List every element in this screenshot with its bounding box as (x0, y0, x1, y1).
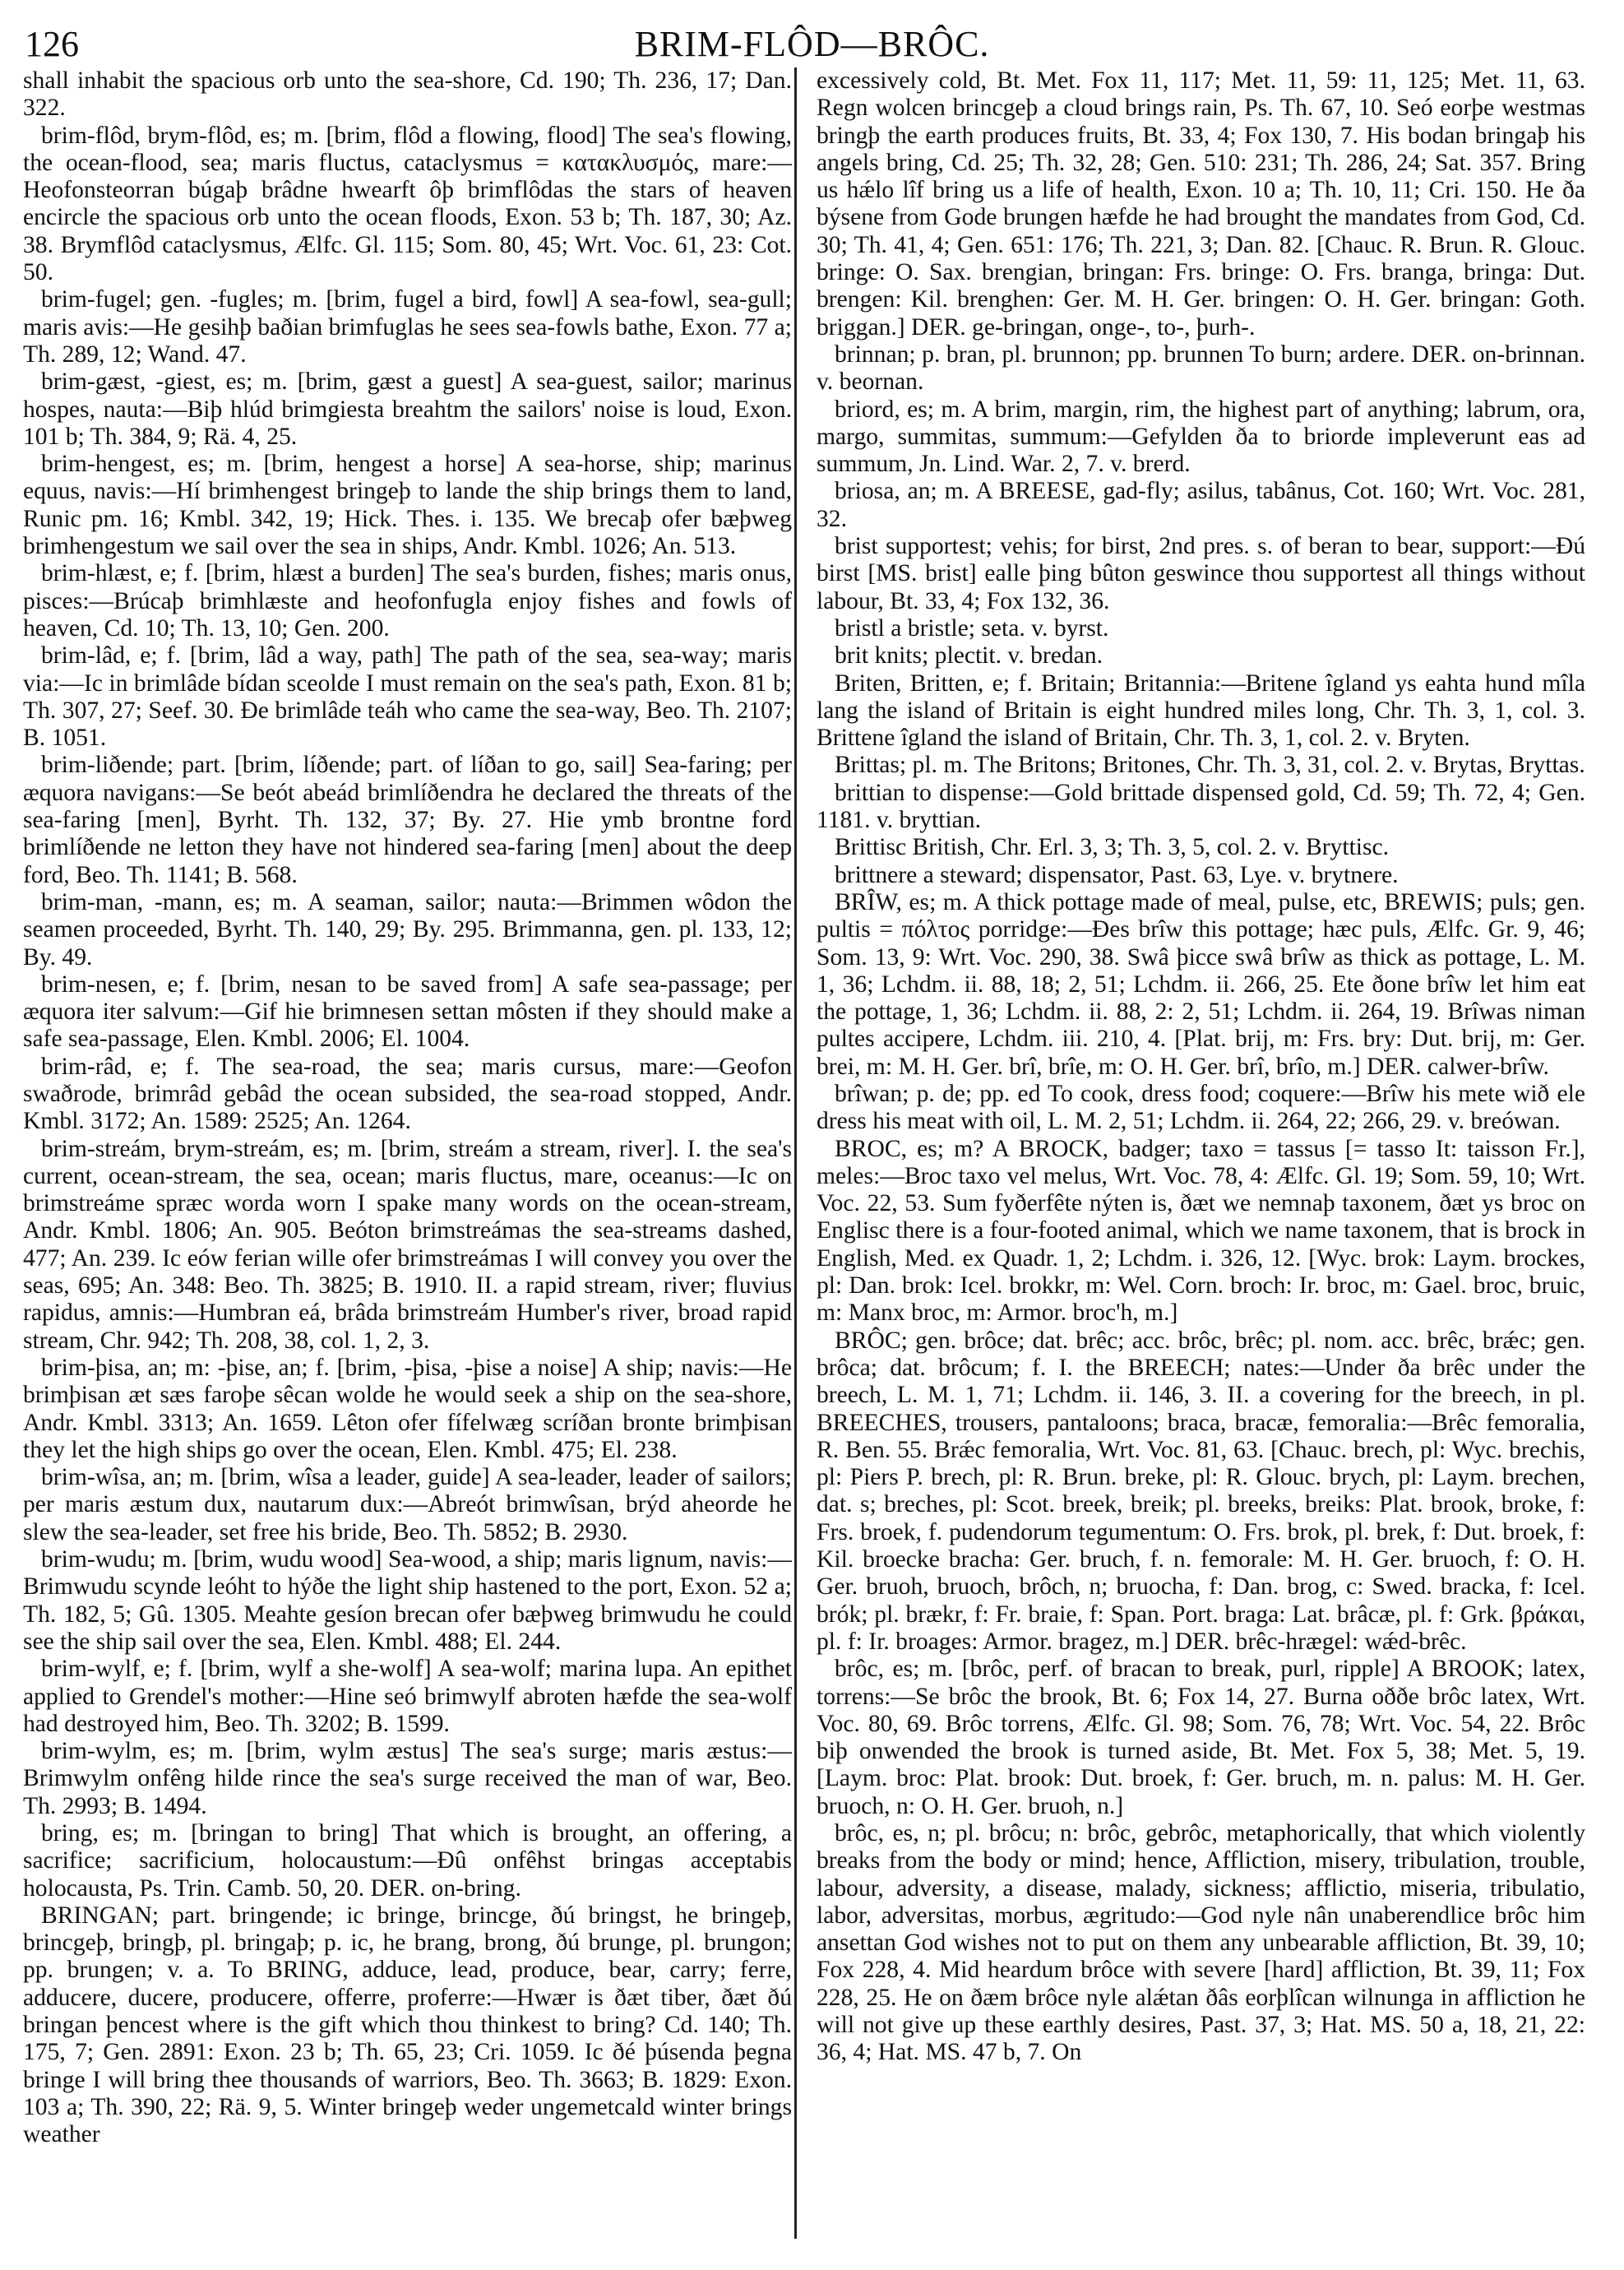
dictionary-entry: brim-flôd, brym-flôd, es; m. [brim, flôd a flowing, flood] The sea's flowing, the ocean-flood, sea; maris fluctus, cataclysmus = κατακλυσμός, mare:—Heofonsteorran búgaþ brâdne hwearft ôþ brimflôdas the stars of heaven encircle the spacious orb unto the ocean floods, Exon. 53 b; Th. 187, 30; Az. 38. Brymflôd cataclysmus, Ælfc. Gl. 115; Som. 80, 45; Wrt. Voc. 61, 23: Cot. 50. (23, 122, 792, 286)
dictionary-entry: BRÎW, es; m. A thick pottage made of meal, pulse, etc, BREWIS; puls; gen. pultis = πόλτος porridge:—Ðes brîw this pottage; hæc puls, Ælfc. Gr. 9, 46; Som. 13, 9: Wrt. Voc. 290, 38. Swâ þicce swâ brîw as thick as pottage, L. M. 1, 36; Lchdm. ii. 88, 18; 2, 51; Lchdm. ii. 266, 25. Ete ðone brîw let him eat the pottage, 1, 36; Lchdm. ii. 88, 2: 2, 51; Lchdm. ii. 264, 19. Brîwas niman pultes accipere, Lchdm. iii. 210, 4. [Plat. brij, m: Frs. bry: Dut. brij, m: Ger. brei, m: M. H. Ger. brî, brîe, m: O. H. Ger. brî, brîo, m.] DER. calwer-brîw. (817, 888, 1585, 1080)
dictionary-entry: BRÔC; gen. brôce; dat. brêc; acc. brôc, brêc; pl. nom. acc. brêc, brǽc; gen. brôca; dat. brôcum; f. I. the BREECH; nates:—Under ða brêc under the breech, L. M. 1, 71; Lchdm. ii. 146, 3. II. a covering for the breech, in pl. BREECHES, trousers, pantaloons; braca, bracæ, femoralia:—Brêc femoralia, R. Ben. 55. Brǽc femoralia, Wrt. Voc. 81, 63. [Chauc. brech, pl: Wyc. brechis, pl: Piers P. brech, pl: R. Brun. breke, pl: R. Glouc. brych, pl: Laym. brechen, dat. s; breches, pl: Scot. breek, breik; pl. breeks, breiks: Plat. brook, broke, f: Frs. broek, f. pudendorum tegumentum: O. Frs. brok, pl. brek, f: Dut. broek, f: Kil. broecke bracha: Ger. bruch, f. n. femorale: M. H. Ger. bruoch, f: O. H. Ger. bruoh, bruoch, brôch, n; bruocha, f: Dan. brog, c: Swed. bracka, f: Icel. brók; pl. brækr, f: Fr. braie, f: Span. Port. braga: Lat. brâcæ, pl. f: Grk. βράκαι, pl. f: Ir. broages: Armor. bragez, m.] DER. brêc-hrægel: wǽd-brêc. (817, 1327, 1585, 1655)
dictionary-entry: brim-þisa, an; m: -þise, an; f. [brim, -þisa, -þise a noise] A ship; navis:—He brimþisan æt sæs faroþe sêcan wolde he would seek a ship on the sea-shore, Andr. Kmbl. 3313; An. 1659. Lêton ofer fífelwæg scríðan bronte brimþisan they let the high ships go over the ocean, Elen. Kmbl. 475; El. 238. (23, 1354, 792, 1463)
dictionary-entry: BRINGAN; part. bringende; ic bringe, brincge, ðú bringst, he bringeþ, brincgeþ, bringþ, pl. bringaþ; p. ic, he brang, brong, ðú brunge, pl. brungon; pp. brungen; v. a. To BRING, adduce, lead, produce, bear, carry; ferre, adducere, ducere, producere, offerre, proferre:—Hwær is ðæt tiber, ðæt ðú bringan þencest where is the gift which thou thinkest to bring? Cd. 140; Th. 175, 7; Gen. 2891: Exon. 23 b; Th. 65, 23; Cri. 1059. Ic ðé þúsenda þegna bringe I will bring thee thousands of warriors, Beo. Th. 3663; B. 1829: Exon. 103 a; Th. 390, 22; Rä. 9, 5. Winter bringeþ weder ungemetcald winter brings weather (23, 1902, 792, 2148)
dictionary-entry: brim-liðende; part. [brim, líðende; part. of líðan to go, sail] Sea-faring; per æquora navigans:—Se beót abeád brimlíðendra he declared the threats of the sea-faring [men], Byrht. Th. 132, 37; By. 27. Hie ymb brontne ford brimlíðende ne letton they have not hindered sea-faring [men] about the deep ford, Beo. Th. 1141; B. 568. (23, 752, 792, 888)
dictionary-entry: bring, es; m. [bringan to bring] That which is brought, an offering, a sacrifice; sacrificium, holocaustum:—Ðû onfêhst bringas acceptabis holocausta, Ps. Trin. Camb. 50, 20. DER. on-bring. (23, 1820, 792, 1902)
dictionary-entry: brit knits; plectit. v. bredan. (835, 642, 1103, 669)
dictionary-entry: BROC, es; m? A BROCK, badger; taxo = tassus [= tasso It: taisson Fr.], meles:—Broc taxo vel melus, Wrt. Voc. 78, 4: Ælfc. Gl. 19; Som. 59, 10; Wrt. Voc. 22, 53. Sum fyðerfête nýten is, ðæt we nemnaþ taxonem, ðæt ys broc on Englisc there is a four-footed animal, which we name taxonem, that is brock in English, Med. ex Quadr. 1, 2; Lchdm. i. 326, 12. [Wyc. brok: Laym. brockes, pl: Dan. brok: Icel. brokkr, m: Wel. Corn. broch: Ir. broc, m: Gael. broc, bruic, m: Manx broc, m: Armor. broc'h, m.] (817, 1135, 1585, 1327)
page-header (25, 23, 1599, 72)
dictionary-entry: brittian to dispense:—Gold brittade dispensed gold, Cd. 59; Th. 72, 4; Gen. 1181. v. bryttian. (817, 779, 1585, 834)
dictionary-entry: Briten, Britten, e; f. Britain; Britannia:—Britene îgland ys eahta hund mîla lang the island of Britain is eight hundred miles long, Chr. Th. 3, 1, col. 3. Brittene îgland the island of Britain, Chr. Th. 3, 1, col. 2. v. Bryten. (817, 669, 1585, 752)
dictionary-entry: brittnere a steward; dispensator, Past. 63, Lye. v. brytnere. (835, 861, 1399, 888)
dictionary-entry: brim-lâd, e; f. [brim, lâd a way, path] The path of the sea, sea-way; maris via:—Ic in brimlâde bídan sceolde I must remain on the sea's path, Exon. 81 b; Th. 307, 27; Seef. 30. Ðe brimlâde teáh who came the sea-way, Beo. Th. 2107; B. 1051. (23, 642, 792, 752)
dictionary-entry: excessively cold, Bt. Met. Fox 11, 117; Met. 11, 59: 11, 125; Met. 11, 63. Regn wolcen brincgeþ a cloud brings rain, Ps. Th. 67, 10. Seó eorþe westmas bringþ the earth produces fruits, Bt. 33, 4; Fox 130, 7. His bodan bringaþ his angels bring, Cd. 25; Th. 32, 28; Gen. 510: 231; Th. 286, 24; Sat. 357. Bring us hǽlo lîf bring us a life of health, Exon. 10 a; Th. 10, 11; Cri. 150. He ða býsene from Gode brungen hæfde he had brought the mandates from God, Cd. 30; Th. 41, 4; Gen. 651: 176; Th. 221, 3; Dan. 82. [Chauc. R. Brun. R. Glouc. bringe: O. Sax. brengian, bringan: Frs. bringe: O. Frs. branga, bringa: Dut. brengen: Kil. brenghen: Ger. M. H. Ger. bringen: O. H. Ger. bringan: Goth. briggan.] DER. ge-bringan, onge-, to-, þurh-. (817, 67, 1585, 340)
page-title: BRIM-FLÔD—BRÔC. (634, 24, 990, 64)
dictionary-entry: Brittisc British, Chr. Erl. 3, 3; Th. 3, 5, col. 2. v. Bryttisc. (835, 834, 1390, 861)
dictionary-entry: brim-wîsa, an; m. [brim, wîsa a leader, guide] A sea-leader, leader of sailors; per maris æstum dux, nautarum dux:—Abreót brimwîsan, brýd aheorde he slew the sea-leader, set free his bride, Beo. Th. 5852; B. 2930. (23, 1464, 792, 1545)
column-divider (794, 67, 797, 2239)
dictionary-entry: brîwan; p. de; pp. ed To cook, dress food; coquere:—Brîw his mete wið ele dress his meat with oil, L. M. 2, 51; Lchdm. ii. 264, 22; 266, 29. v. breówan. (817, 1080, 1585, 1135)
dictionary-entry: brinnan; p. bran, pl. brunnon; pp. brunnen To burn; ardere. DER. on-brinnan. v. beornan. (817, 340, 1585, 396)
dictionary-entry: brim-man, -mann, es; m. A seaman, sailor; nauta:—Brimmen wôdon the seamen proceeded, Byrht. Th. 140, 29; By. 295. Brimmanna, gen. pl. 133, 12; By. 49. (23, 888, 792, 971)
dictionary-entry: brim-wudu; m. [brim, wudu wood] Sea-wood, a ship; maris lignum, navis:—Brimwudu scynde leóht to hýðe the light ship hastened to the port, Exon. 52 a; Th. 182, 5; Gû. 1305. Meahte gesíon brecan ofer bæþweg brimwudu he could see the ship sail over the sea, Elen. Kmbl. 488; El. 244. (23, 1546, 792, 1655)
dictionary-entry: brim-gæst, -giest, es; m. [brim, gæst a guest] A sea-guest, sailor; marinus hospes, nauta:—Biþ hlúd brimgiesta breahtm the sailors' noise is loud, Exon. 101 b; Th. 384, 9; Rä. 4, 25. (23, 368, 792, 450)
dictionary-entry: bristl a bristle; seta. v. byrst. (835, 614, 1109, 642)
dictionary-entry: brim-râd, e; f. The sea-road, the sea; maris cursus, mare:—Geofon swaðrode, brimrâd gebâd the ocean subsided, the sea-road stopped, Andr. Kmbl. 3172; An. 1589: 2525; An. 1264. (23, 1053, 792, 1135)
dictionary-entry: brim-hengest, es; m. [brim, hengest a horse] A sea-horse, ship; marinus equus, navis:—Hí brimhengest bringeþ to lande the ship brings them to land, Runic pm. 16; Kmbl. 342, 19; Hick. Thes. i. 135. We brecaþ ofer bæþweg brimhengestum we sail over the sea in ships, Andr. Kmbl. 1026; An. 513. (23, 451, 792, 560)
dictionary-entry: brim-streám, brym-streám, es; m. [brim, streám a stream, river]. I. the sea's current, ocean-stream, the sea, ocean; maris fluctus, mare, oceanus:—Ic on brimstreáme spræc worda worn I spake many words on the ocean-stream, Andr. Kmbl. 1806; An. 905. Beóton brimstreámas the sea-streams dashed, 477; An. 239. Ic eów ferian wille ofer brimstreámas I will convey you over the seas, 695; An. 348: Beo. Th. 3825; B. 1910. II. a rapid stream, river; fluvius rapidus, amnis:—Humbran eá, brâda brimstreám Humber's river, broad rapid stream, Chr. 942; Th. 208, 38, col. 1, 2, 3. (23, 1135, 792, 1354)
dictionary-entry: briord, es; m. A brim, margin, rim, the highest part of anything; labrum, ora, margo, summitas, summum:—Gefylden ða to briorde impleverunt eas ad summum, Jn. Lind. War. 2, 7. v. brerd. (817, 396, 1585, 478)
dictionary-entry: briosa, an; m. A BREESE, gad-fly; asilus, tabânus, Cot. 160; Wrt. Voc. 281, 32. (817, 478, 1585, 532)
dictionary-entry: Brittas; pl. m. The Britons; Britones, Chr. Th. 3, 31, col. 2. v. Brytas, Bryttas. (835, 752, 1585, 779)
dictionary-entry: brim-hlæst, e; f. [brim, hlæst a burden] The sea's burden, fishes; maris onus, pisces:—Brúcaþ brimhlæste and heofonfugla enjoy fishes and fowls of heaven, Cd. 10; Th. 13, 10; Gen. 200. (23, 560, 792, 642)
page-number: 126 (25, 24, 79, 64)
dictionary-entry: shall inhabit the spacious orb unto the sea-shore, Cd. 190; Th. 236, 17; Dan. 322. (23, 67, 792, 122)
dictionary-entry: brôc, es, n; pl. brôcu; n: brôc, gebrôc, metaphorically, that which violently breaks from the body or mind; hence, Affliction, misery, tribulation, trouble, labour, adversity, a disease, malady, sickness; afflictio, miseria, tribulatio, labor, adversitas, morbus, ægritudo:—God nyle nân unaberendlice brôc him ansettan God wishes not to put on them any unbearable affliction, Bt. 39, 10; Fox 228, 4. Mid heardum brôce with severe [hard] affliction, Bt. 39, 11; Fox 228, 25. He on ðæm brôce nyle alǽtan ðâs eorþlîcan wilnunga in affliction he will not give up these earthly desires, Past. 37, 3; Hat. MS. 50 a, 18, 21, 22: 36, 4; Hat. MS. 47 b, 7. On (817, 1820, 1585, 2066)
dictionary-entry: brim-fugel; gen. -fugles; m. [brim, fugel a bird, fowl] A sea-fowl, sea-gull; maris avis:—He gesihþ baðian brimfuglas he sees sea-fowls bathe, Exon. 77 a; Th. 289, 12; Wand. 47. (23, 286, 792, 368)
left-column (23, 67, 792, 2149)
dictionary-entry: brim-wylm, es; m. [brim, wylm æstus] The sea's surge; maris æstus:—Brimwylm onfêng hilde rince the sea's surge received the man of war, Beo. Th. 2993; B. 1494. (23, 1738, 792, 1819)
dictionary-entry: brist supportest; vehis; for birst, 2nd pres. s. of beran to bear, support:—Ðú birst [MS. brist] ealle þing bûton geswince thou supportest all things without labour, Bt. 33, 4; Fox 132, 36. (817, 533, 1585, 614)
right-column (817, 67, 1585, 2067)
dictionary-entry: brôc, es; m. [brôc, perf. of bracan to break, purl, ripple] A BROOK; latex, torrens:—Se brôc the brook, Bt. 6; Fox 14, 27. Burna oððe brôc latex, Wrt. Voc. 80, 69. Brôc torrens, Ælfc. Gl. 98; Som. 76, 78; Wrt. Voc. 54, 22. Brôc biþ onwended the brook is turned aside, Bt. Met. Fox 5, 38; Met. 5, 19. [Laym. broc: Plat. brook: Dut. broek, f: Ger. bruch, m. n. palus: M. H. Ger. bruoch, n: O. H. Ger. bruoh, n.] (817, 1656, 1585, 1819)
dictionary-entry: brim-wylf, e; f. [brim, wylf a she-wolf] A sea-wolf; marina lupa. An epithet applied to Grendel's mother:—Hine seó brimwylf abroten hæfde the sea-wolf had destroyed him, Beo. Th. 3202; B. 1599. (23, 1656, 792, 1737)
dictionary-entry: brim-nesen, e; f. [brim, nesan to be saved from] A safe sea-passage; per æquora iter salvum:—Gif hie brimnesen settan môsten if they should make a safe sea-passage, Elen. Kmbl. 2006; El. 1004. (23, 971, 792, 1053)
